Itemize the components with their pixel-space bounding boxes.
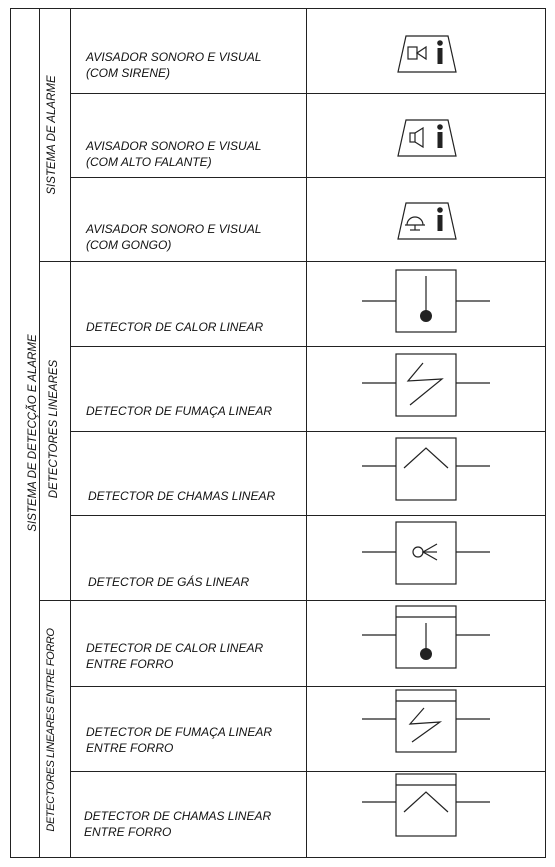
row-label: DETECTOR DE CALOR LINEAR [86, 320, 264, 334]
loudspeaker-icon [396, 116, 458, 160]
row-label: DETECTOR DE FUMAÇA LINEAR ENTRE FORRO [86, 725, 273, 755]
linear-heat-detector-icon [360, 268, 492, 334]
linear-smoke-detector-icon [360, 352, 492, 418]
siren-icon [396, 32, 458, 76]
row-label: AVISADOR SONORO E VISUAL (COM GONGO) [86, 222, 262, 252]
row-label: DETECTOR DE CALOR LINEAR ENTRE FORRO [86, 641, 264, 671]
row-label: DETECTOR DE CHAMAS LINEAR ENTRE FORRO [84, 809, 272, 839]
row-label: DETECTOR DE GÁS LINEAR [88, 575, 250, 589]
divider-symbol-column [306, 9, 307, 857]
ceiling-linear-heat-detector-icon [360, 604, 492, 670]
root-group-label: SISTEMA DE DETECÇÃO E ALARME [27, 334, 39, 532]
row-separator [70, 686, 546, 687]
linear-gas-detector-icon [360, 520, 492, 586]
group-label-alarm-system: SISTEMA DE ALARME [46, 75, 58, 195]
row-label: DETECTOR DE CHAMAS LINEAR [88, 489, 276, 503]
linear-flame-detector-icon [360, 436, 492, 502]
row-label: AVISADOR SONORO E VISUAL (COM ALTO FALANTE) [86, 139, 262, 169]
ceiling-linear-smoke-detector-icon [360, 688, 492, 754]
group-separator [39, 600, 546, 601]
row-separator [70, 346, 546, 347]
row-separator [70, 177, 546, 178]
row-label: AVISADOR SONORO E VISUAL (COM SIRENE) [86, 50, 262, 80]
group-label-ceiling-linear-detectors: DETECTORES LINEARES ENTRE FORRO [45, 628, 57, 832]
group-label-linear-detectors: DETECTORES LINEARES [48, 359, 60, 499]
row-separator [70, 431, 546, 432]
ceiling-linear-flame-detector-icon [360, 772, 492, 838]
divider-group-column [70, 9, 71, 857]
row-label: DETECTOR DE FUMAÇA LINEAR [86, 404, 273, 418]
row-separator [70, 515, 546, 516]
group-separator [39, 261, 546, 262]
gong-icon [396, 199, 458, 243]
row-separator [70, 93, 546, 94]
